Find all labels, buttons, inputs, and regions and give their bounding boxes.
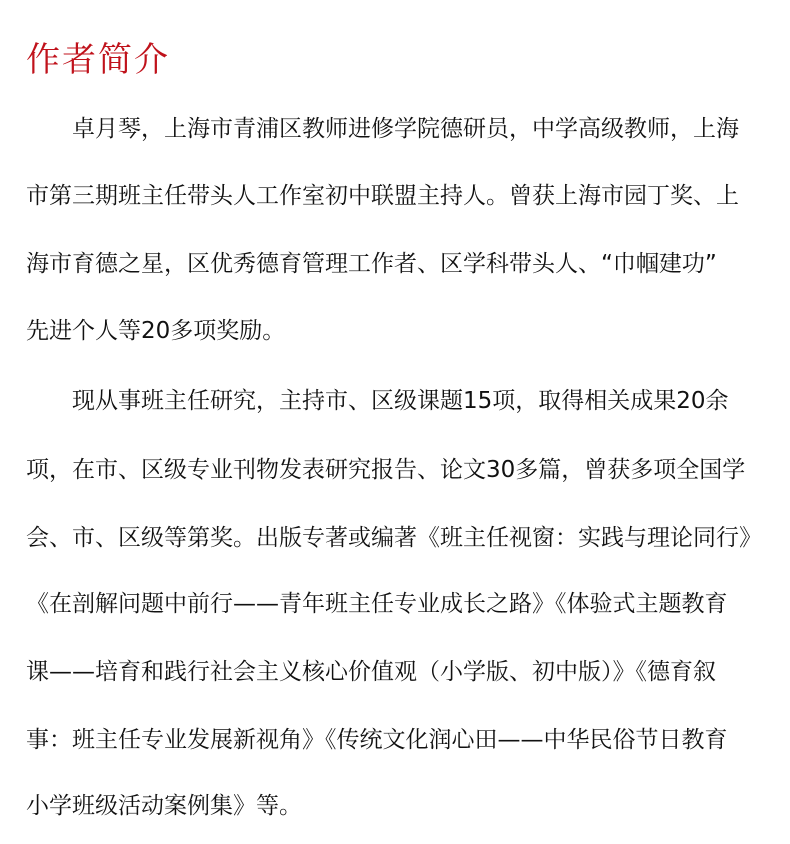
bio-line: 《在剖解问题中前行——青年班主任专业成长之路》《体验式主题教育 — [26, 591, 728, 617]
bio-line: 小学班级活动案例集》等。 — [26, 793, 302, 819]
bio-line: 项，在市、区级专业刊物发表研究报告、论文30多篇，曾获多项全国学 — [26, 457, 746, 483]
bio-line: 先进个人等20多项奖励。 — [26, 318, 286, 344]
bio-line: 事：班主任专业发展新视角》《传统文化润心田——中华民俗节日教育 — [26, 727, 728, 753]
page-title: 作者简介 — [26, 40, 170, 80]
bio-line: 会、市、区级等第奖。出版专著或编著《班主任视窗：实践与理论同行》 — [26, 525, 762, 551]
bio-line: 课——培育和践行社会主义核心价值观（小学版、初中版）》《德育叙 — [26, 659, 716, 685]
bio-line: 卓月琴，上海市青浦区教师进修学院德研员，中学高级教师，上海 — [72, 116, 739, 142]
bio-line: 市第三期班主任带头人工作室初中联盟主持人。曾获上海市园丁奖、上 — [26, 183, 739, 209]
bio-line: 现从事班主任研究，主持市、区级课题15项，取得相关成果20余 — [72, 388, 729, 414]
bio-line: 海市育德之星，区优秀德育管理工作者、区学科带头人、“巾帼建功” — [26, 251, 717, 277]
